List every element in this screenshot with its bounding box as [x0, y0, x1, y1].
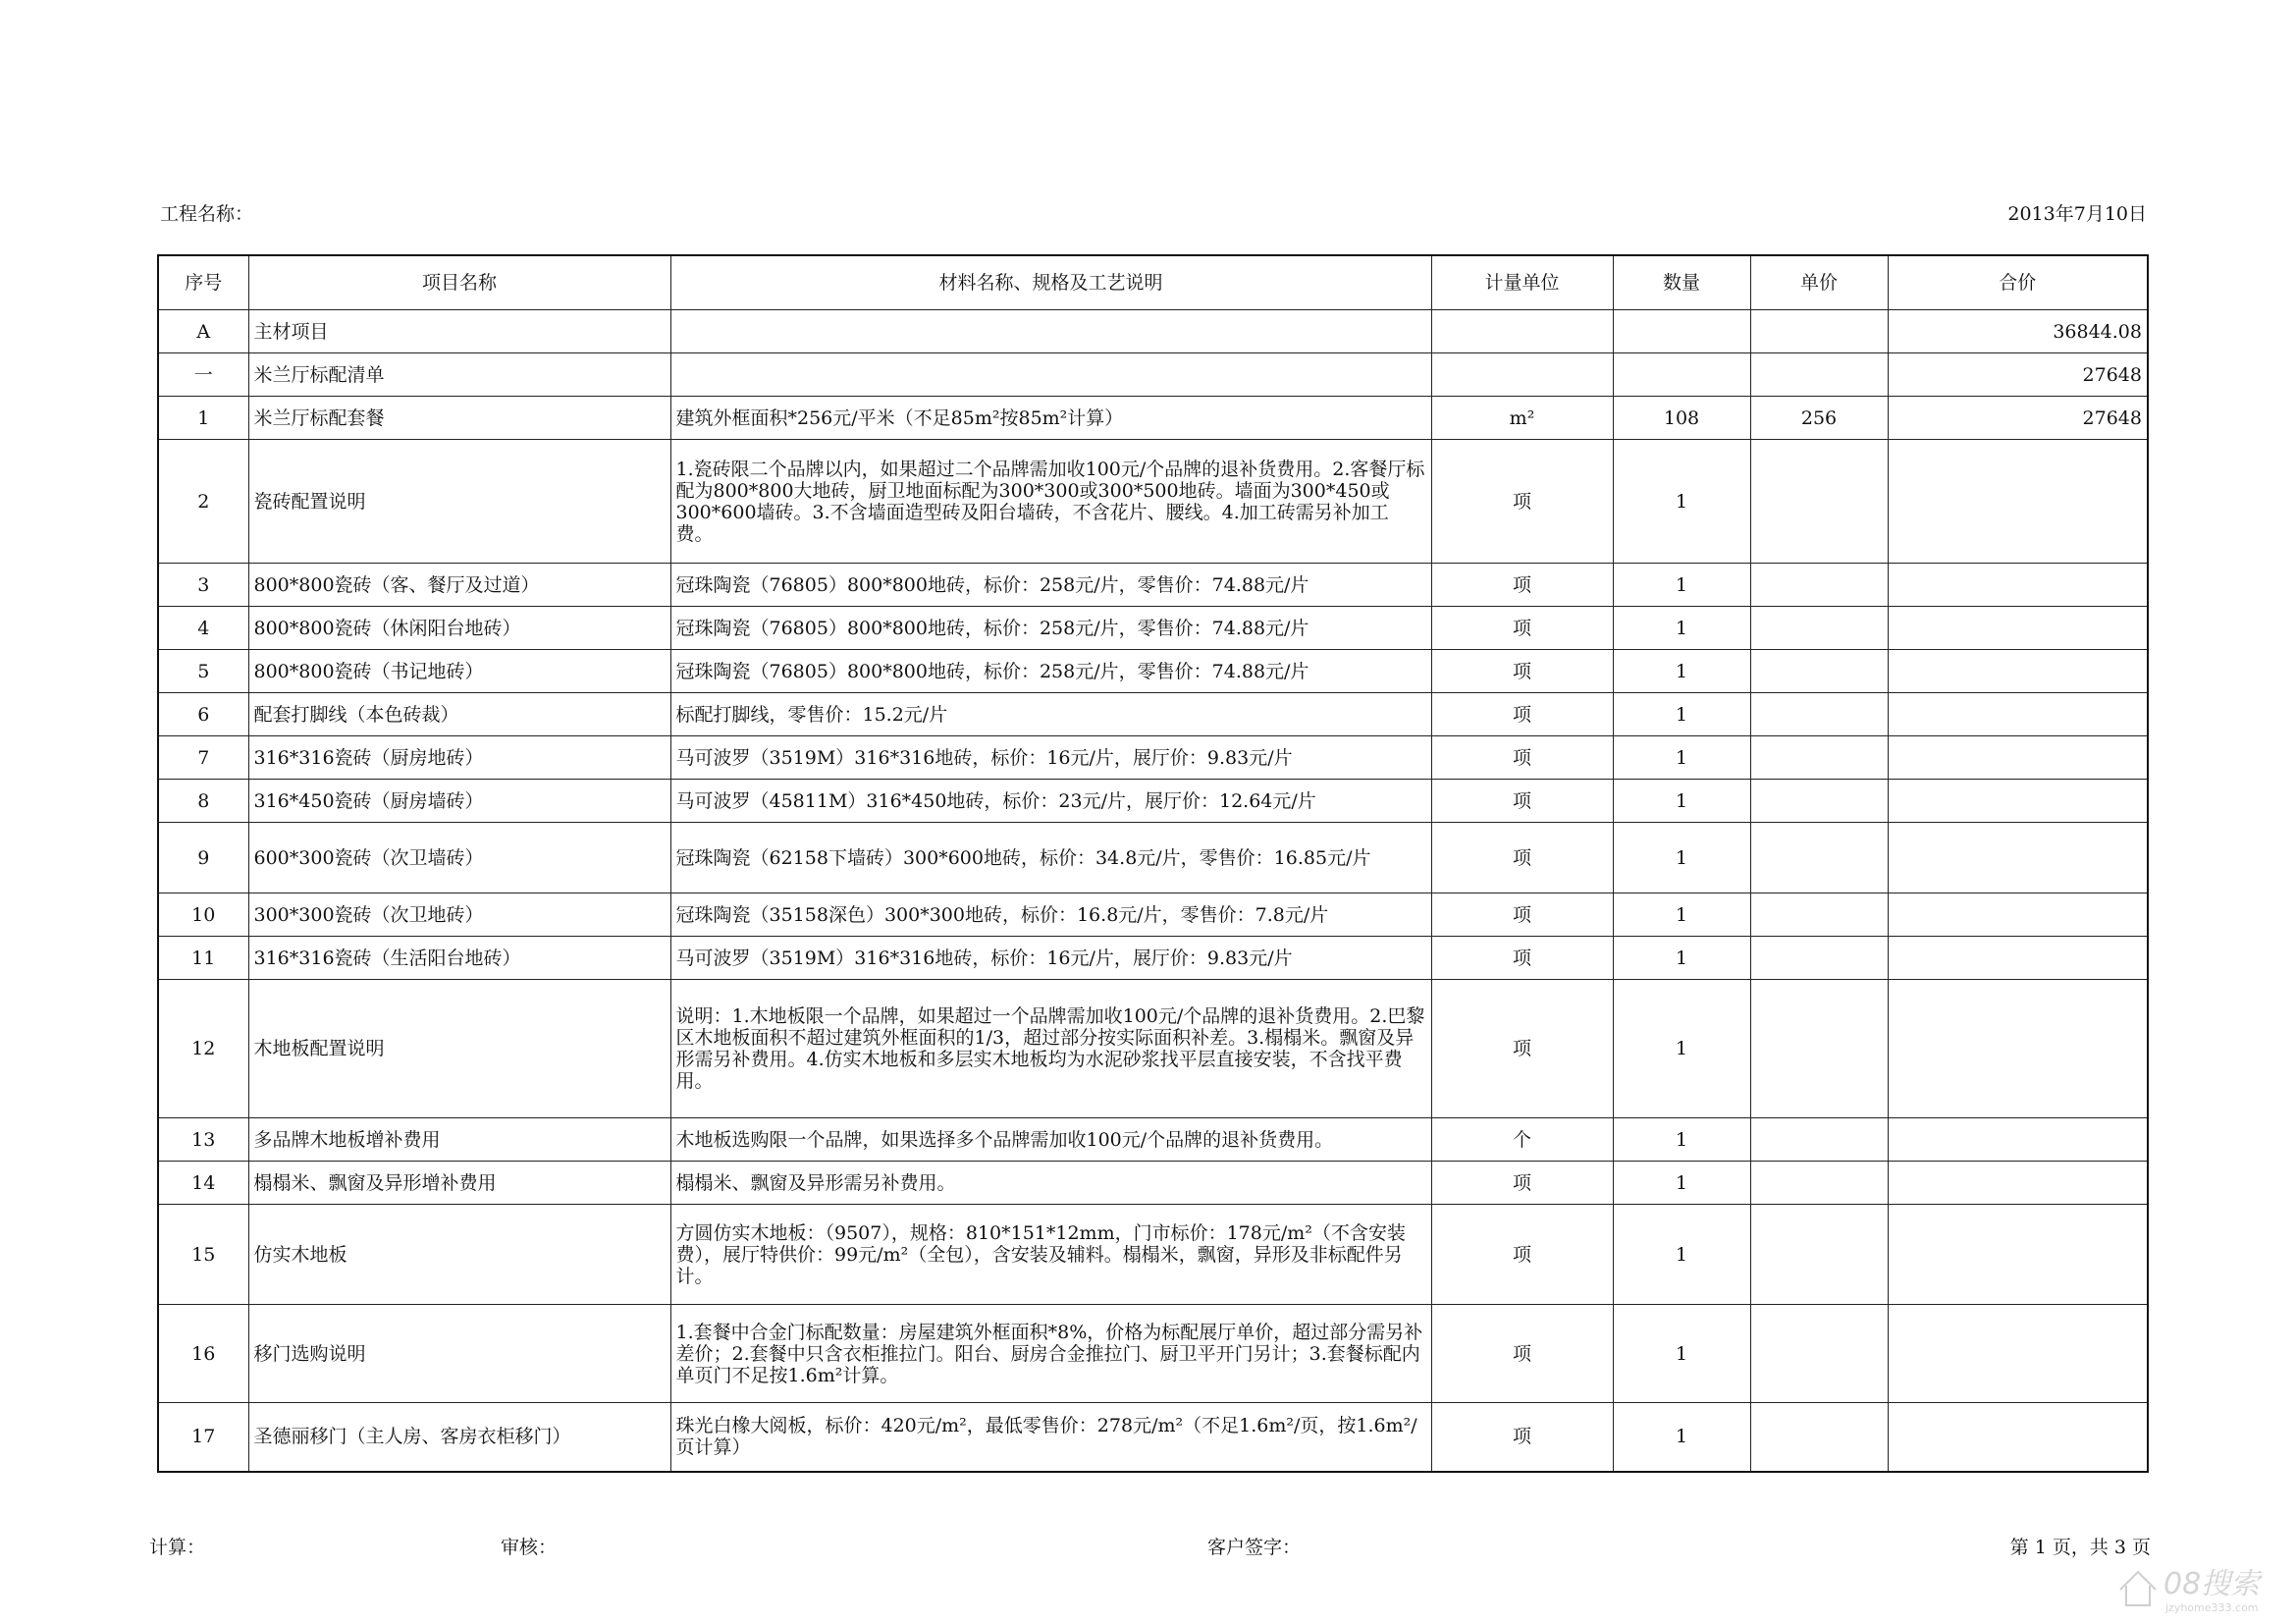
cell-no: 12: [158, 980, 248, 1118]
table-row: [158, 693, 2148, 736]
cell-item-name: 800*800瓷砖（客、餐厅及过道）: [248, 564, 670, 607]
col-header-price: 单价: [1750, 255, 1888, 310]
cell-qty: [1613, 353, 1750, 397]
cell-price: [1750, 736, 1888, 780]
cell-price: [1750, 1205, 1888, 1305]
watermark-logo: [2114, 1556, 2286, 1617]
cell-no: 17: [158, 1403, 248, 1472]
table-row: [158, 980, 2148, 1118]
col-header-no: 序号: [158, 255, 248, 310]
cell-total: 36844.08: [1888, 310, 2148, 353]
cell-spec: 冠珠陶瓷（76805）800*800地砖，标价：258元/片，零售价：74.88元/片: [670, 564, 1431, 607]
cell-item-name: 移门选购说明: [248, 1305, 670, 1403]
cell-unit: 项: [1431, 780, 1613, 823]
cell-total: [1888, 1305, 2148, 1403]
cell-no: A: [158, 310, 248, 353]
table-row: [158, 937, 2148, 980]
cell-price: [1750, 1403, 1888, 1472]
cell-spec: 马可波罗（3519M）316*316地砖，标价：16元/片，展厅价：9.83元/片: [670, 736, 1431, 780]
col-header-spec: 材料名称、规格及工艺说明: [670, 255, 1431, 310]
cell-unit: m²: [1431, 397, 1613, 440]
cell-price: [1750, 937, 1888, 980]
table-row: [158, 823, 2148, 893]
cell-spec: 马可波罗（3519M）316*316地砖，标价：16元/片，展厅价：9.83元/片: [670, 937, 1431, 980]
cell-qty: 1: [1613, 564, 1750, 607]
cell-unit: 个: [1431, 1118, 1613, 1162]
cell-unit: 项: [1431, 736, 1613, 780]
cell-spec: 方圆仿实木地板：（9507），规格：810*151*12mm，门市标价：178元/m²（不含安装费），展厅特供价：99元/m²（全包），含安装及辅料。榻榻米，飘窗，异形及非标配件另计。: [670, 1205, 1431, 1305]
quotation-table: [157, 254, 2149, 1473]
cell-spec: 榻榻米、飘窗及异形需另补费用。: [670, 1162, 1431, 1205]
svg-text:08搜索: 08搜索: [2163, 1567, 2261, 1601]
cell-total: [1888, 780, 2148, 823]
cell-spec: 冠珠陶瓷（76805）800*800地砖，标价：258元/片，零售价：74.88元/片: [670, 650, 1431, 693]
cell-unit: 项: [1431, 693, 1613, 736]
cell-total: 27648: [1888, 397, 2148, 440]
cell-total: [1888, 736, 2148, 780]
cell-item-name: 瓷砖配置说明: [248, 440, 670, 564]
cell-no: 14: [158, 1162, 248, 1205]
cell-item-name: 600*300瓷砖（次卫墙砖）: [248, 823, 670, 893]
cell-qty: 1: [1613, 823, 1750, 893]
cell-item-name: 多品牌木地板增补费用: [248, 1118, 670, 1162]
cell-total: [1888, 980, 2148, 1118]
cell-qty: 1: [1613, 607, 1750, 650]
project-name-label: 工程名称：: [160, 203, 254, 225]
cell-price: [1750, 823, 1888, 893]
cell-no: 9: [158, 823, 248, 893]
cell-item-name: 木地板配置说明: [248, 980, 670, 1118]
table-header-row: [158, 255, 2148, 310]
cell-spec: 标配打脚线，零售价：15.2元/片: [670, 693, 1431, 736]
cell-spec: 冠珠陶瓷（76805）800*800地砖，标价：258元/片，零售价：74.88元/片: [670, 607, 1431, 650]
cell-item-name: 800*800瓷砖（书记地砖）: [248, 650, 670, 693]
cell-price: [1750, 980, 1888, 1118]
cell-qty: 1: [1613, 693, 1750, 736]
cell-no: 6: [158, 693, 248, 736]
table-row: [158, 650, 2148, 693]
cell-no: 5: [158, 650, 248, 693]
cell-total: [1888, 893, 2148, 937]
cell-spec: [670, 353, 1431, 397]
cell-unit: 项: [1431, 823, 1613, 893]
cell-price: [1750, 564, 1888, 607]
cell-unit: 项: [1431, 440, 1613, 564]
table-row: [158, 893, 2148, 937]
cell-unit: 项: [1431, 893, 1613, 937]
cell-item-name: 800*800瓷砖（休闲阳台地砖）: [248, 607, 670, 650]
cell-price: [1750, 607, 1888, 650]
cell-total: [1888, 937, 2148, 980]
cell-unit: 项: [1431, 937, 1613, 980]
review-label: 审核：: [501, 1537, 558, 1558]
cell-no: 7: [158, 736, 248, 780]
cell-total: [1888, 1205, 2148, 1305]
cell-unit: 项: [1431, 1162, 1613, 1205]
cell-item-name: 配套打脚线（本色砖裁）: [248, 693, 670, 736]
cell-qty: 1: [1613, 893, 1750, 937]
cell-qty: 1: [1613, 937, 1750, 980]
cell-spec: 珠光白橡大阅板，标价：420元/m²，最低零售价：278元/m²（不足1.6m²/页，按1.6m²/页计算）: [670, 1403, 1431, 1472]
cell-unit: 项: [1431, 1305, 1613, 1403]
cell-item-name: 圣德丽移门（主人房、客房衣柜移门）: [248, 1403, 670, 1472]
cell-no: 10: [158, 893, 248, 937]
table-row: [158, 353, 2148, 397]
cell-item-name: 主材项目: [248, 310, 670, 353]
cell-item-name: 316*316瓷砖（厨房地砖）: [248, 736, 670, 780]
cell-price: [1750, 1305, 1888, 1403]
cell-unit: 项: [1431, 650, 1613, 693]
table-row: [158, 736, 2148, 780]
cell-spec: 1.套餐中合金门标配数量：房屋建筑外框面积*8%，价格为标配展厅单价，超过部分需另补差价；2.套餐中只含衣柜推拉门。阳台、厨房合金推拉门、厨卫平开门另计；3.套餐标配内单页门不足按1.6m²计算。: [670, 1305, 1431, 1403]
cell-no: 1: [158, 397, 248, 440]
cell-price: 256: [1750, 397, 1888, 440]
cell-item-name: 仿实木地板: [248, 1205, 670, 1305]
cell-qty: 1: [1613, 736, 1750, 780]
cell-price: [1750, 1118, 1888, 1162]
cell-no: 3: [158, 564, 248, 607]
cell-unit: 项: [1431, 1403, 1613, 1472]
table-row: [158, 1118, 2148, 1162]
table-row: [158, 1305, 2148, 1403]
cell-unit: 项: [1431, 607, 1613, 650]
cell-spec: [670, 310, 1431, 353]
col-header-unit: 计量单位: [1431, 255, 1613, 310]
table-row: [158, 1162, 2148, 1205]
cell-spec: 建筑外框面积*256元/平米（不足85m²按85m²计算）: [670, 397, 1431, 440]
table-row: [158, 607, 2148, 650]
cell-no: 8: [158, 780, 248, 823]
cell-total: [1888, 823, 2148, 893]
cell-qty: 1: [1613, 1205, 1750, 1305]
cell-qty: 1: [1613, 440, 1750, 564]
cell-unit: 项: [1431, 980, 1613, 1118]
cell-qty: 1: [1613, 1403, 1750, 1472]
cell-no: 13: [158, 1118, 248, 1162]
cell-spec: 木地板选购限一个品牌，如果选择多个品牌需加收100元/个品牌的退补货费用。: [670, 1118, 1431, 1162]
cell-total: [1888, 564, 2148, 607]
cell-item-name: 米兰厅标配套餐: [248, 397, 670, 440]
cell-total: 27648: [1888, 353, 2148, 397]
table-row: [158, 1403, 2148, 1472]
cell-price: [1750, 353, 1888, 397]
cell-no: 一: [158, 353, 248, 397]
cell-price: [1750, 1162, 1888, 1205]
cell-item-name: 米兰厅标配清单: [248, 353, 670, 397]
cell-spec: 说明：1.木地板限一个品牌，如果超过一个品牌需加收100元/个品牌的退补货费用。2.巴黎区木地板面积不超过建筑外框面积的1/3，超过部分按实际面积补差。3.榻榻米。飘窗及异形需另补费用。4.仿实木地板和多层实木地板均为水泥砂浆找平层直接安装，不含找平费用。: [670, 980, 1431, 1118]
cell-no: 16: [158, 1305, 248, 1403]
table-row: [158, 780, 2148, 823]
table-row: [158, 310, 2148, 353]
cell-price: [1750, 310, 1888, 353]
cell-spec: 1.瓷砖限二个品牌以内，如果超过二个品牌需加收100元/个品牌的退补货费用。2.客餐厅标配为800*800大地砖，厨卫地面标配为300*300或300*500地砖。墙面为300*450或300*600墙砖。3.不含墙面造型砖及阳台墙砖，不含花片、腰线。4.加工砖需另补加工费。: [670, 440, 1431, 564]
cell-no: 11: [158, 937, 248, 980]
cell-qty: 1: [1613, 650, 1750, 693]
cell-price: [1750, 650, 1888, 693]
cell-unit: 项: [1431, 564, 1613, 607]
cell-qty: 1: [1613, 780, 1750, 823]
cell-qty: 108: [1613, 397, 1750, 440]
document-date: 2013年7月10日: [2007, 203, 2147, 225]
cell-unit: 项: [1431, 1205, 1613, 1305]
cell-qty: [1613, 310, 1750, 353]
cell-total: [1888, 607, 2148, 650]
cell-price: [1750, 780, 1888, 823]
table-row: [158, 397, 2148, 440]
cell-qty: 1: [1613, 1162, 1750, 1205]
svg-text:jzyhome333.com: jzyhome333.com: [2165, 1601, 2259, 1614]
cell-total: [1888, 650, 2148, 693]
cell-price: [1750, 693, 1888, 736]
customer-sign-label: 客户签字：: [1207, 1537, 1302, 1558]
page-indicator: 第 1 页，共 3 页: [2009, 1537, 2151, 1558]
cell-unit: [1431, 310, 1613, 353]
cell-no: 2: [158, 440, 248, 564]
cell-total: [1888, 1162, 2148, 1205]
cell-qty: 1: [1613, 1305, 1750, 1403]
cell-item-name: 300*300瓷砖（次卫地砖）: [248, 893, 670, 937]
cell-total: [1888, 1118, 2148, 1162]
cell-price: [1750, 440, 1888, 564]
cell-no: 15: [158, 1205, 248, 1305]
cell-total: [1888, 1403, 2148, 1472]
cell-spec: 冠珠陶瓷（35158深色）300*300地砖，标价：16.8元/片，零售价：7.8元/片: [670, 893, 1431, 937]
cell-qty: 1: [1613, 980, 1750, 1118]
calc-label: 计算：: [149, 1537, 206, 1558]
col-header-total: 合价: [1888, 255, 2148, 310]
col-header-item: 项目名称: [248, 255, 670, 310]
cell-spec: 冠珠陶瓷（62158下墙砖）300*600地砖，标价：34.8元/片，零售价：16.85元/片: [670, 823, 1431, 893]
cell-total: [1888, 693, 2148, 736]
cell-item-name: 316*450瓷砖（厨房墙砖）: [248, 780, 670, 823]
cell-price: [1750, 893, 1888, 937]
cell-item-name: 316*316瓷砖（生活阳台地砖）: [248, 937, 670, 980]
cell-qty: 1: [1613, 1118, 1750, 1162]
table-row: [158, 564, 2148, 607]
cell-unit: [1431, 353, 1613, 397]
cell-spec: 马可波罗（45811M）316*450地砖，标价：23元/片，展厅价：12.64元/片: [670, 780, 1431, 823]
cell-item-name: 榻榻米、飘窗及异形增补费用: [248, 1162, 670, 1205]
table-row: [158, 1205, 2148, 1305]
col-header-qty: 数量: [1613, 255, 1750, 310]
table-row: [158, 440, 2148, 564]
cell-no: 4: [158, 607, 248, 650]
cell-total: [1888, 440, 2148, 564]
